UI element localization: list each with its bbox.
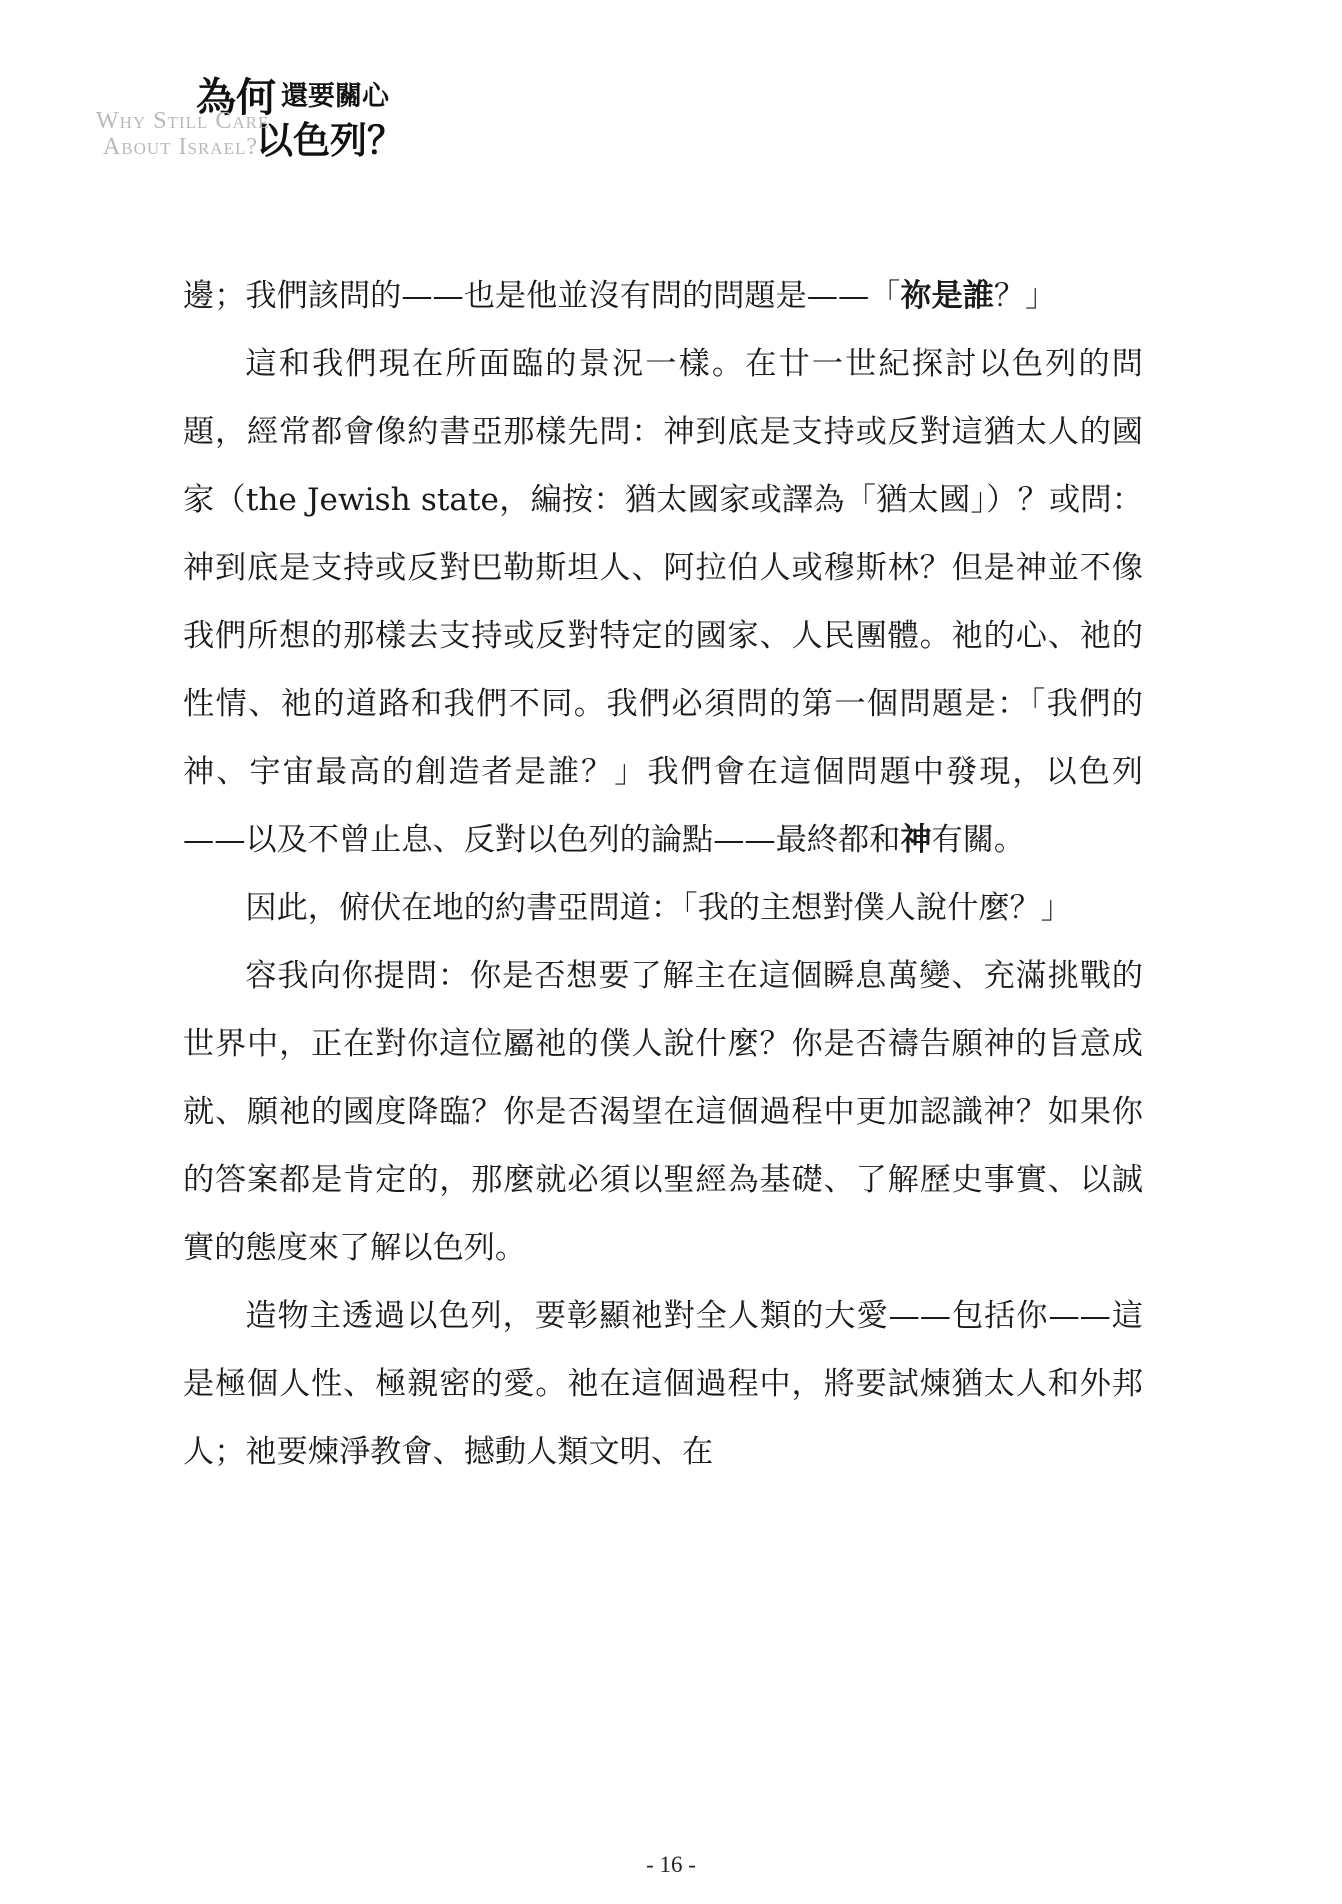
paragraph-text: ？」 <box>993 278 1057 314</box>
paragraph <box>183 1282 1143 1486</box>
paragraph-text: 因此，俯伏在地的約書亞問道：「我的主想對僕人說什麼？」 <box>245 890 1072 926</box>
header-title-zh-large: 為何 <box>196 74 276 121</box>
header-title-en-line1: Why Still Care <box>96 108 270 134</box>
header-title-zh-small: 還要關心 <box>281 81 389 112</box>
paragraph <box>183 874 1143 942</box>
paragraph-text: 造物主透過以色列，要彰顯祂對全人類的大愛——包括你——這是極個人性、極親密的愛。祂在這個過程中，將要試煉猶太人和外邦人；祂要煉淨教會、撼動人類文明、在 <box>183 1298 1143 1470</box>
paragraph <box>183 262 1143 330</box>
header-title-zh-israel: 以色列？ <box>256 118 404 162</box>
emphasis-text: 神 <box>900 822 932 858</box>
running-header <box>96 62 416 162</box>
paragraph <box>183 330 1143 874</box>
paragraph-text: 這和我們現在所面臨的景況一樣。在廿一世紀探討以色列的問題，經常都會像約書亞那樣先問：神到底是支持或反對這猶太人的國家（the Jewish state，編按：猶太國家或譯為「猶太國」）？或問：神到底是支持或反對巴勒斯坦人、阿拉伯人或穆斯林？但是神並不像我們所想的那樣去支持或反對特定的國家、人民團體。祂的心、祂的性情、祂的道路和我們不同。我們必須問的第一個問題是：「我們的神、宇宙最高的創造者是誰？」我們會在這個問題中發現，以色列——以及不曾止息、反對以色列的論點——最終都和 <box>183 346 1143 858</box>
emphasis-text: 祢是誰 <box>900 278 994 314</box>
header-title-en-line2: About Israel? <box>102 134 258 160</box>
paragraph-text: 邊；我們該問的——也是他並沒有問的問題是——「 <box>183 278 901 314</box>
paragraph <box>183 942 1143 1282</box>
paragraph-text: 有關。 <box>931 822 1026 858</box>
body-text <box>183 262 1143 1486</box>
page-number: - 16 - <box>646 1852 696 1877</box>
paragraph-text: 容我向你提問：你是否想要了解主在這個瞬息萬變、充滿挑戰的世界中，正在對你這位屬祂的僕人說什麼？你是否禱告願神的旨意成就、願祂的國度降臨？你是否渴望在這個過程中更加認識神？如果你的答案都是肯定的，那麼就必須以聖經為基礎、了解歷史事實、以誠實的態度來了解以色列。 <box>183 958 1143 1266</box>
